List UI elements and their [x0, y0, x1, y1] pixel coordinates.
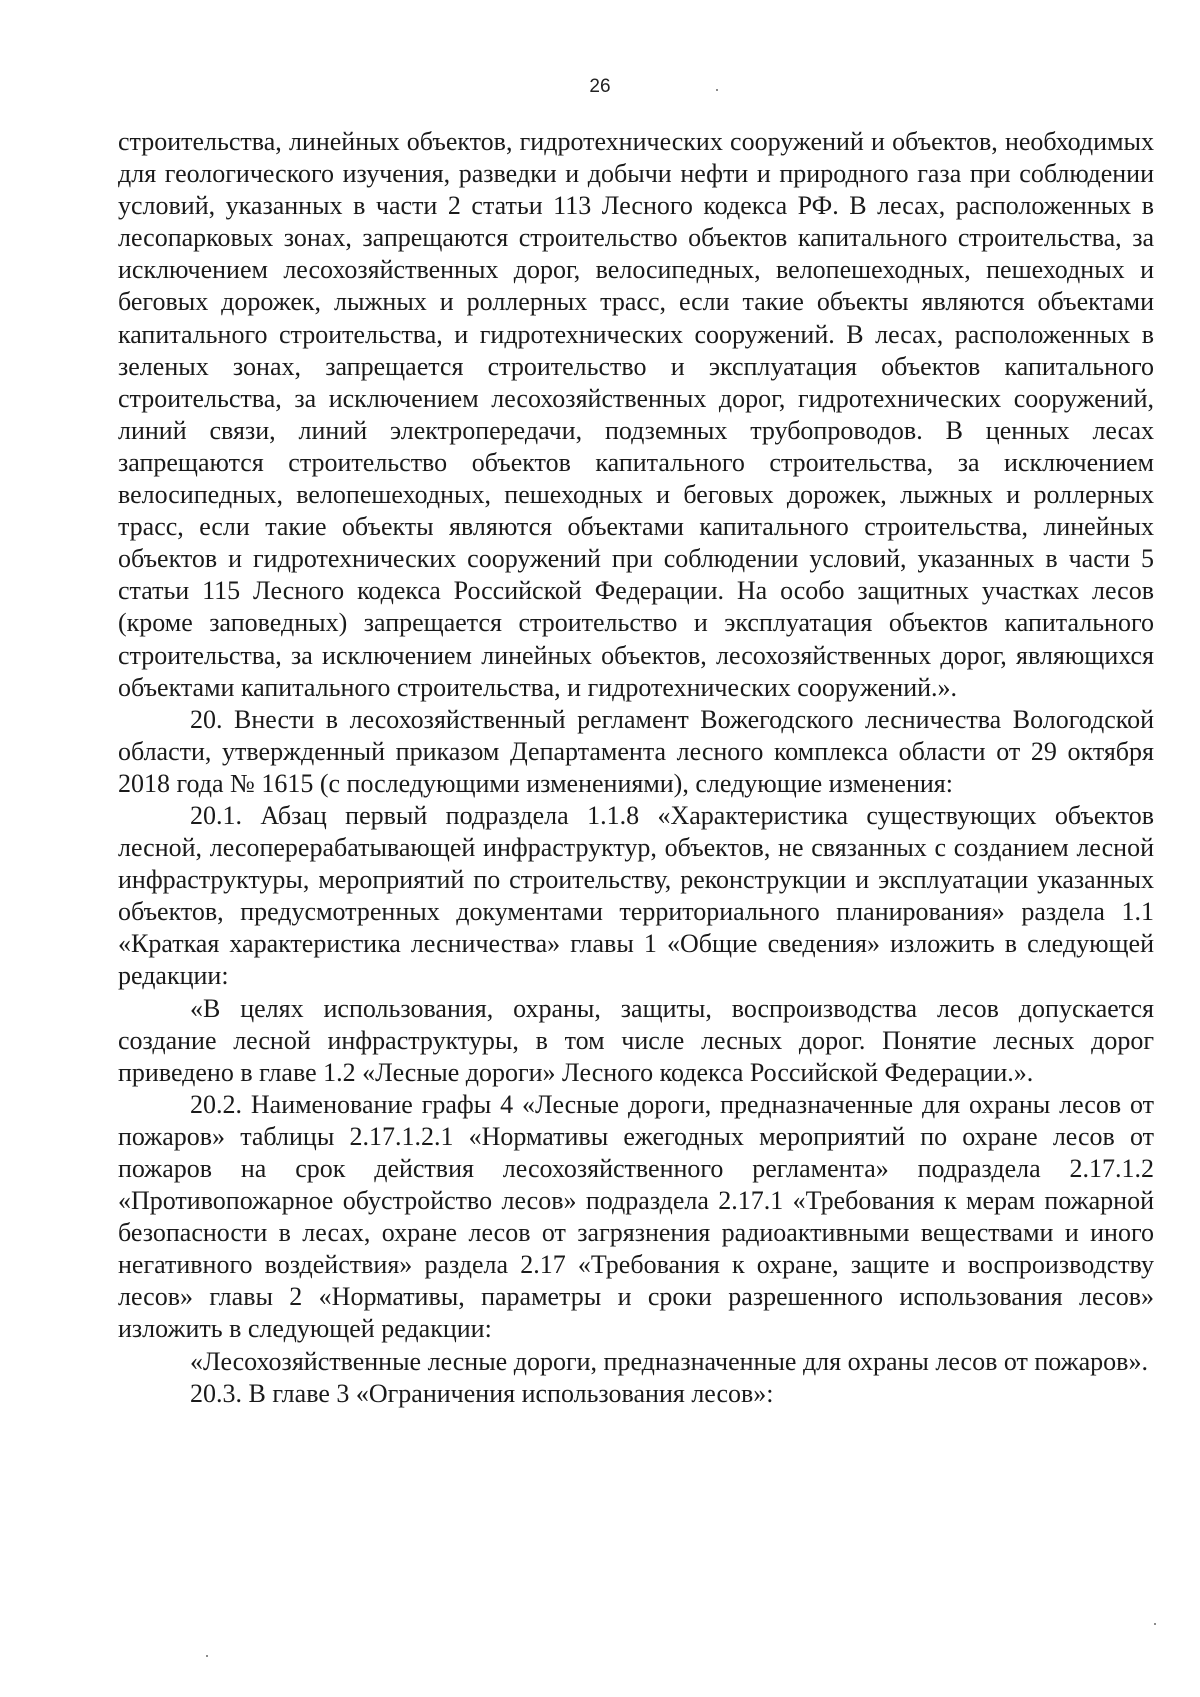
paragraph-item-20-2: 20.2. Наименование графы 4 «Лесные дороги, предназначенные для охраны лесов от пожаров» таблицы 2.17.1.2.1 «Нормативы ежегодных мероприятий по охране лесов от пожаров на срок действия лесохозяйственного регламента» подраздела 2.17.1.2 «Противопожарное обустройство лесов» подраздела 2.17.1 «Требования к мерам пожарной безопасности в лесах, охране лесов от загрязнения радиоактивными веществами и иного негативного воздействия» раздела 2.17 «Требования к охране, защите и воспроизводству лесов» главы 2 «Нормативы, параметры и сроки разрешенного использования лесов» изложить в следующей редакции: — [118, 1089, 1154, 1344]
scan-speck — [1154, 1623, 1156, 1625]
paragraph-item-20-1-quote: «В целях использования, охраны, защиты, воспроизводства лесов допускается создание лесной инфраструктуры, в том числе лесных дорог. Понятие лесных дорог приведено в главе 1.2 «Лесные дороги» Лесного кодекса Российской Федерации.». — [118, 993, 1154, 1087]
paragraph-item-20-2-quote: «Лесохозяйственные лесные дороги, предназначенные для охраны лесов от пожаров». — [190, 1346, 1148, 1376]
paragraph-item-20-3: 20.3. В главе 3 «Ограничения использования лесов»: — [190, 1378, 774, 1408]
document-body — [118, 126, 1154, 1410]
page-number: 26 — [589, 76, 611, 97]
scan-speck — [206, 1655, 208, 1657]
scan-speck — [716, 89, 718, 91]
paragraph-item-20-1: 20.1. Абзац первый подраздела 1.1.8 «Характеристика существующих объектов лесной, лесоперерабатывающей инфраструктур, объектов, не связанных с созданием лесной инфраструктуры, мероприятий по строительству, реконструкции и эксплуатации указанных объектов, предусмотренных документами территориального планирования» раздела 1.1 «Краткая характеристика лесничества» главы 1 «Общие сведения» изложить в следующей редакции: — [118, 800, 1154, 991]
paragraph-continuation: строительства, линейных объектов, гидротехнических сооружений и объектов, необходимых для геологического изучения, разведки и добычи нефти и природного газа при соблюдении условий, указанных в части 2 статьи 113 Лесного кодекса РФ. В лесах, расположенных в лесопарковых зонах, запрещаются строительство объектов капитального строительства, за исключением лесохозяйственных дорог, велосипедных, велопешеходных, пешеходных и беговых дорожек, лыжных и роллерных трасс, если такие объекты являются объектами капитального строительства, и гидротехнических сооружений. В лесах, расположенных в зеленых зонах, запрещается строительство и эксплуатация объектов капитального строительства, за исключением лесохозяйственных дорог, гидротехнических сооружений, линий связи, линий электропередачи, подземных трубопроводов. В ценных лесах запрещаются строительство объектов капитального строительства, за исключением велосипедных, велопешеходных, пешеходных и беговых дорожек, лыжных и роллерных трасс, если такие объекты являются объектами капитального строительства, линейных объектов и гидротехнических сооружений при соблюдении условий, указанных в части 5 статьи 115 Лесного кодекса Российской Федерации. На особо защитных участках лесов (кроме заповедных) запрещается строительство и эксплуатация объектов капитального строительства, за исключением линейных объектов, лесохозяйственных дорог, являющихся объектами капитального строительства, и гидротехнических сооружений.». — [118, 127, 1154, 702]
paragraph-item-20: 20. Внести в лесохозяйственный регламент Вожегодского лесничества Вологодской области, утвержденный приказом Департамента лесного комплекса области от 29 октября 2018 года № 1615 (с последующими изменениями), следующие изменения: — [118, 704, 1154, 798]
